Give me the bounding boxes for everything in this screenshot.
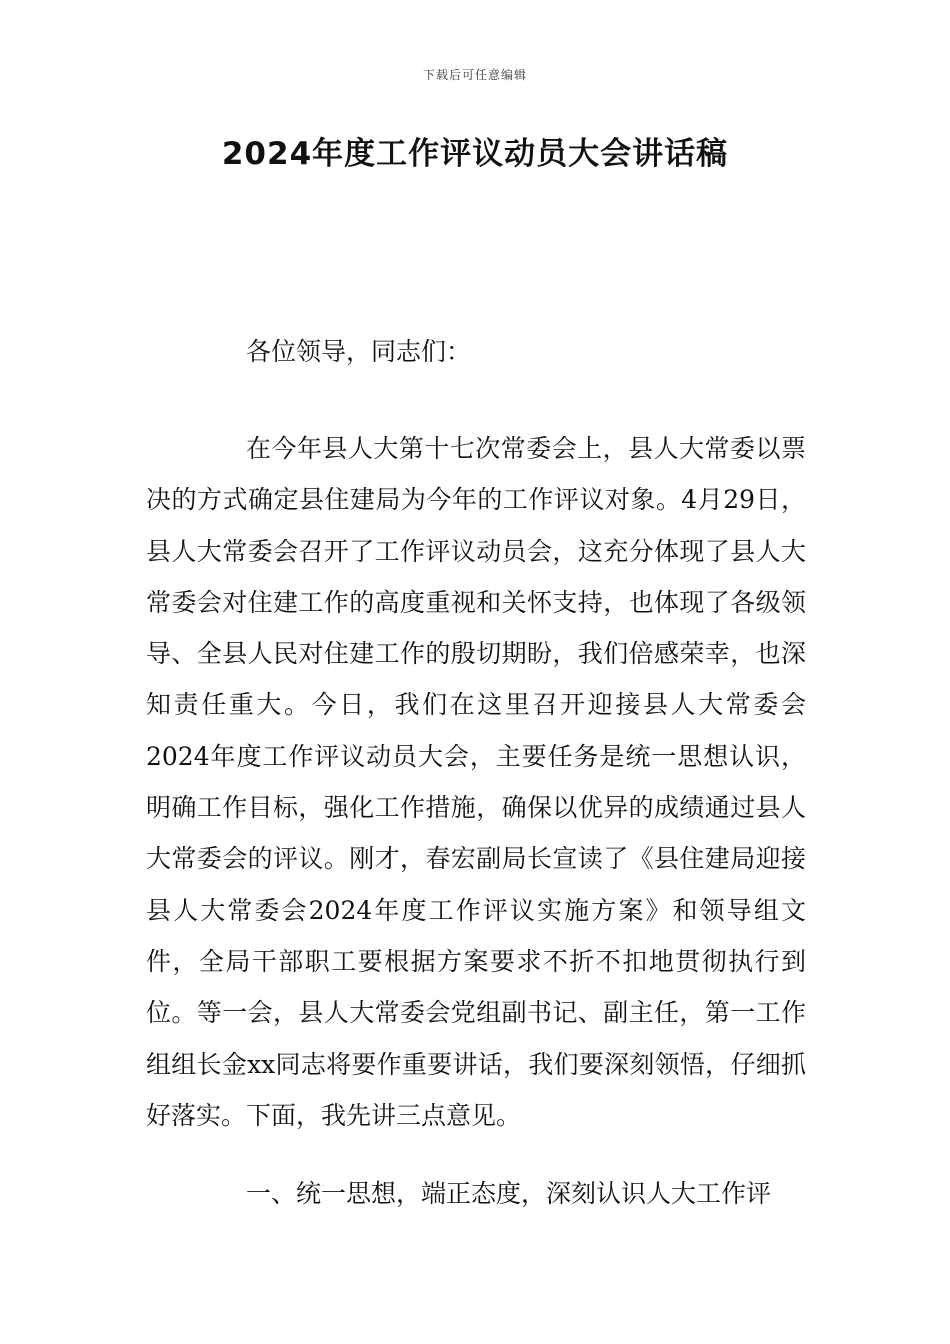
document-title: 2024年度工作评议动员大会讲话稿 [221, 136, 729, 172]
salutation: 各位领导，同志们： [246, 337, 472, 366]
body-paragraph: 在今年县人大第十七次常委会上，县人大常委以票决的方式确定县住建局为今年的工作评议对象。4月29日，县人大常委会召开了工作评议动员会，这充分体现了县人大常委会对住建工作的高度重视和关怀支持，也体现了各级领导、全县人民对住建工作的殷切期盼，我们倍感荣幸，也深知责任重大。今日，我们在这里召开迎接县人大常委会2024年度工作评议动员大会，主要任务是统一思想认识，明确工作目标，强化工作措施，确保以优异的成绩通过县人大常委会的评议。刚才，春宏副局长宣读了《县住建局迎接县人大常委会2024年度工作评议实施方案》和领导组文件，全局干部职工要根据方案要求不折不扣地贯彻执行到位。等一会，县人大常委会党组副书记、副主任，第一工作组组长金xx同志将要作重要讲话，我们要深刻领悟，仔细抓好落实。下面，我先讲三点意见。 [146, 434, 806, 1130]
section-heading-paragraph: 一、统一思想，端正态度，深刻认识人大工作评 [246, 1179, 772, 1208]
header-note: 下载后可任意编辑 [422, 68, 527, 82]
